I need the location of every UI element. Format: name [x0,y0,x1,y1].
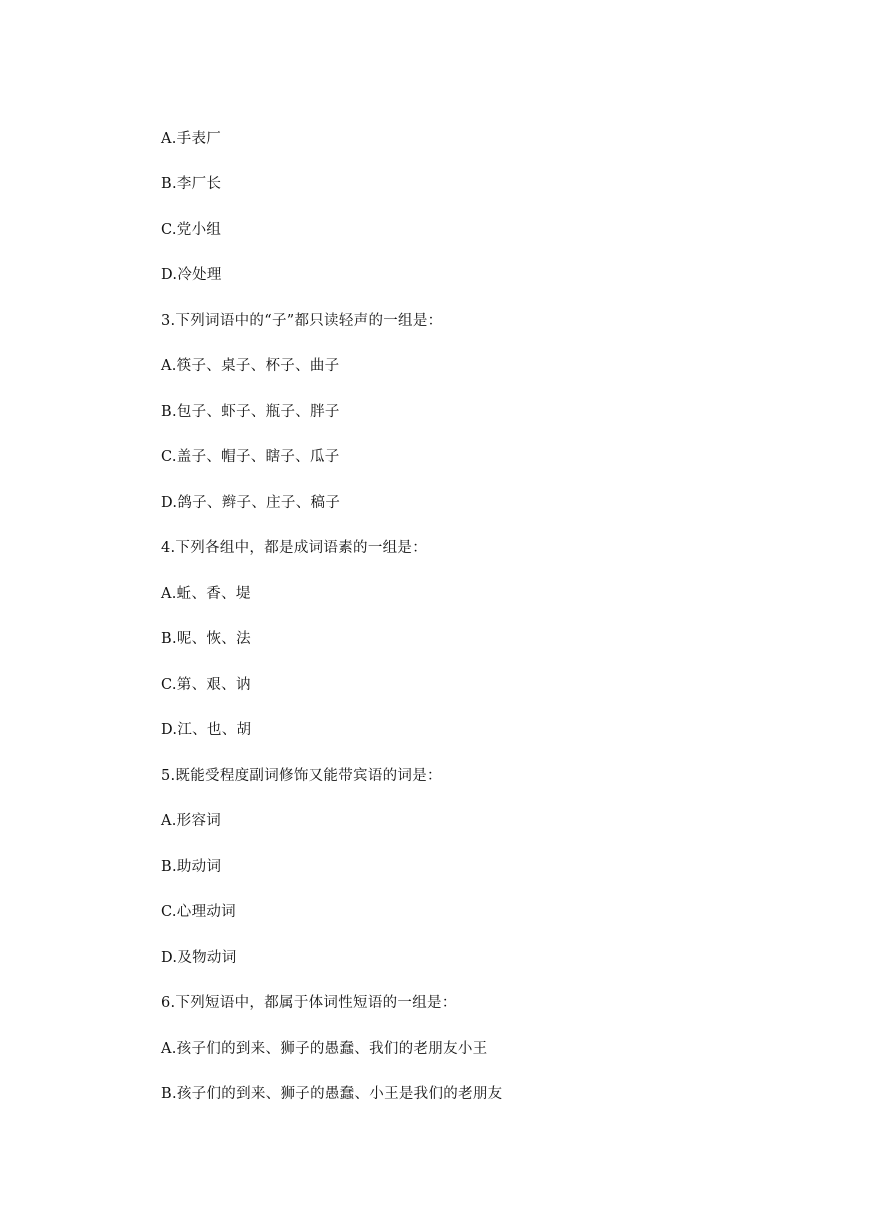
question-6: 6.下列短语中，都属于体词性短语的一组是： [161,995,457,1011]
question-5: 5.既能受程度副词修饰又能带宾语的词是： [161,768,442,784]
option-a-q4: A.蚯、香、堤 [161,586,251,602]
option-a-q2: A.手表厂 [161,131,222,147]
option-c-q5: C.心理动词 [161,904,236,920]
option-c-q4: C.第、艰、讷 [161,677,251,693]
option-c-q3: C.盖子、帽子、瞎子、瓜子 [161,449,340,465]
option-b-q2: B.李厂长 [161,176,222,192]
option-c-q2: C.党小组 [161,222,222,238]
option-a-q6: A.孩子们的到来、狮子的愚蠢、我们的老朋友小王 [161,1041,488,1057]
question-3: 3.下列词语中的“子”都只读轻声的一组是： [161,313,443,329]
option-b-q5: B.助动词 [161,859,222,875]
option-d-q3: D.鸽子、辫子、庄子、稿子 [161,495,341,511]
option-b-q4: B.呢、恢、法 [161,631,251,647]
question-4: 4.下列各组中，都是成词语素的一组是： [161,540,428,556]
option-a-q3: A.筷子、桌子、杯子、曲子 [161,358,340,374]
option-b-q3: B.包子、虾子、瓶子、胖子 [161,404,340,420]
option-a-q5: A.形容词 [161,813,222,829]
option-b-q6: B.孩子们的到来、狮子的愚蠢、小王是我们的老朋友 [161,1086,503,1102]
option-d-q5: D.及物动词 [161,950,237,966]
option-d-q4: D.江、也、胡 [161,722,252,738]
option-d-q2: D.冷处理 [161,267,222,283]
